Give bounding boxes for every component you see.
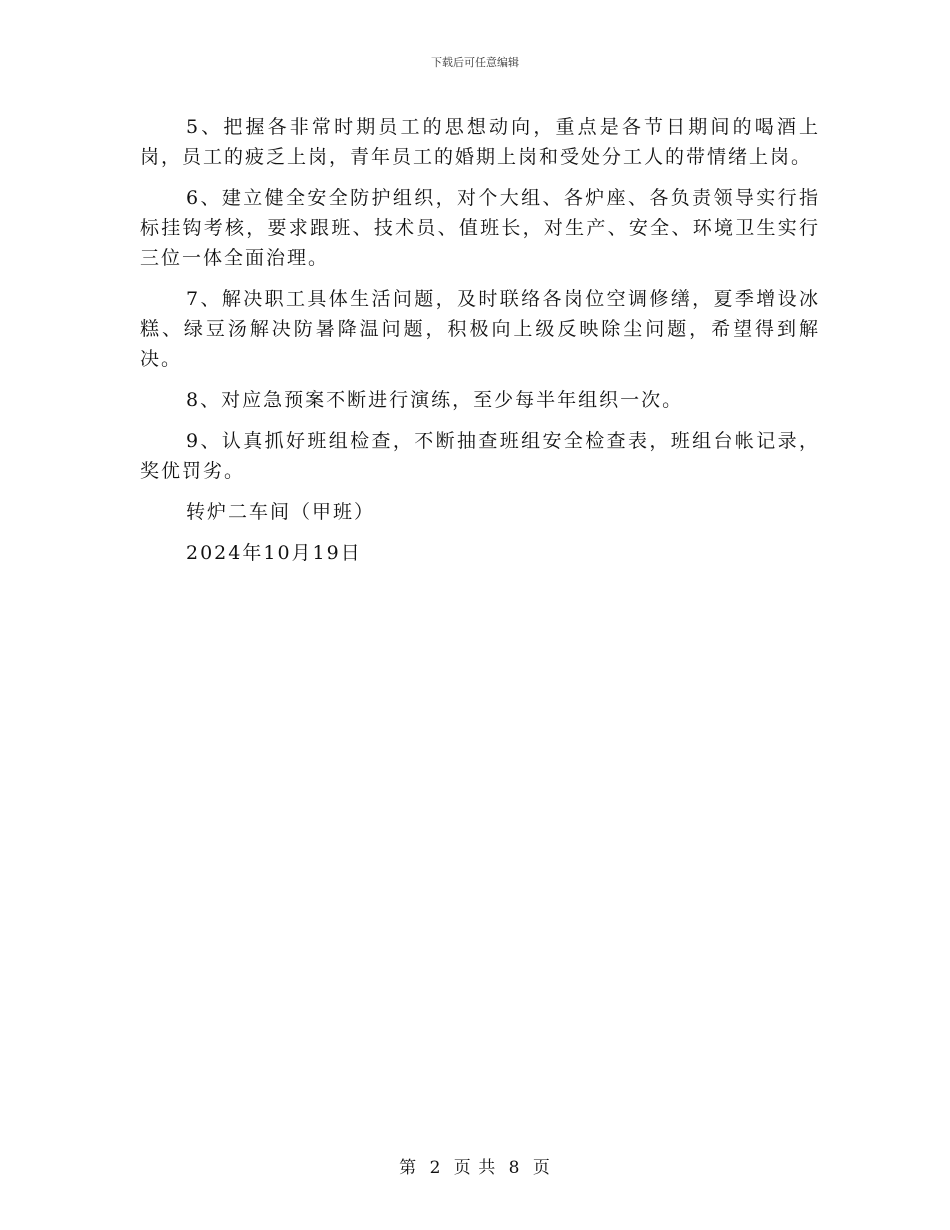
total-pages-number: 8: [508, 1158, 521, 1178]
page-footer: [0, 1153, 950, 1178]
paragraph-item-5: 5、把握各非常时期员工的思想动向，重点是各节日期间的喝酒上岗，员工的疲乏上岗，青年员工的婚期上岗和受处分工人的带情绪上岗。: [140, 116, 820, 168]
paragraph-item-9: 9、认真抓好班组检查，不断抽查班组安全检查表，班组台帐记录，奖优罚劣。: [140, 430, 820, 482]
page-header-note: 下载后可任意编辑: [431, 56, 519, 69]
paragraph-item-6: 6、建立健全安全防护组织，对个大组、各炉座、各负责领导实行指标挂钩考核，要求跟班、技术员、值班长，对生产、安全、环境卫生实行三位一体全面治理。: [140, 187, 820, 269]
signature-department: 转炉二车间（甲班）: [186, 501, 376, 523]
page-mid-text: 页 共: [453, 1158, 497, 1178]
current-page-number: 2: [429, 1158, 442, 1178]
page-suffix: 页: [532, 1158, 551, 1178]
paragraph-item-8: 8、对应急预案不断进行演练，至少每半年组织一次。: [186, 389, 684, 411]
paragraph-item-7: 7、解决职工具体生活问题，及时联络各岗位空调修缮，夏季增设冰糕、绿豆汤解决防暑降温问题，积极向上级反映除尘问题，希望得到解决。: [140, 288, 820, 370]
page-prefix: 第: [399, 1158, 418, 1178]
signature-date: 2024年10月19日: [186, 542, 362, 564]
document-body: [140, 112, 820, 579]
